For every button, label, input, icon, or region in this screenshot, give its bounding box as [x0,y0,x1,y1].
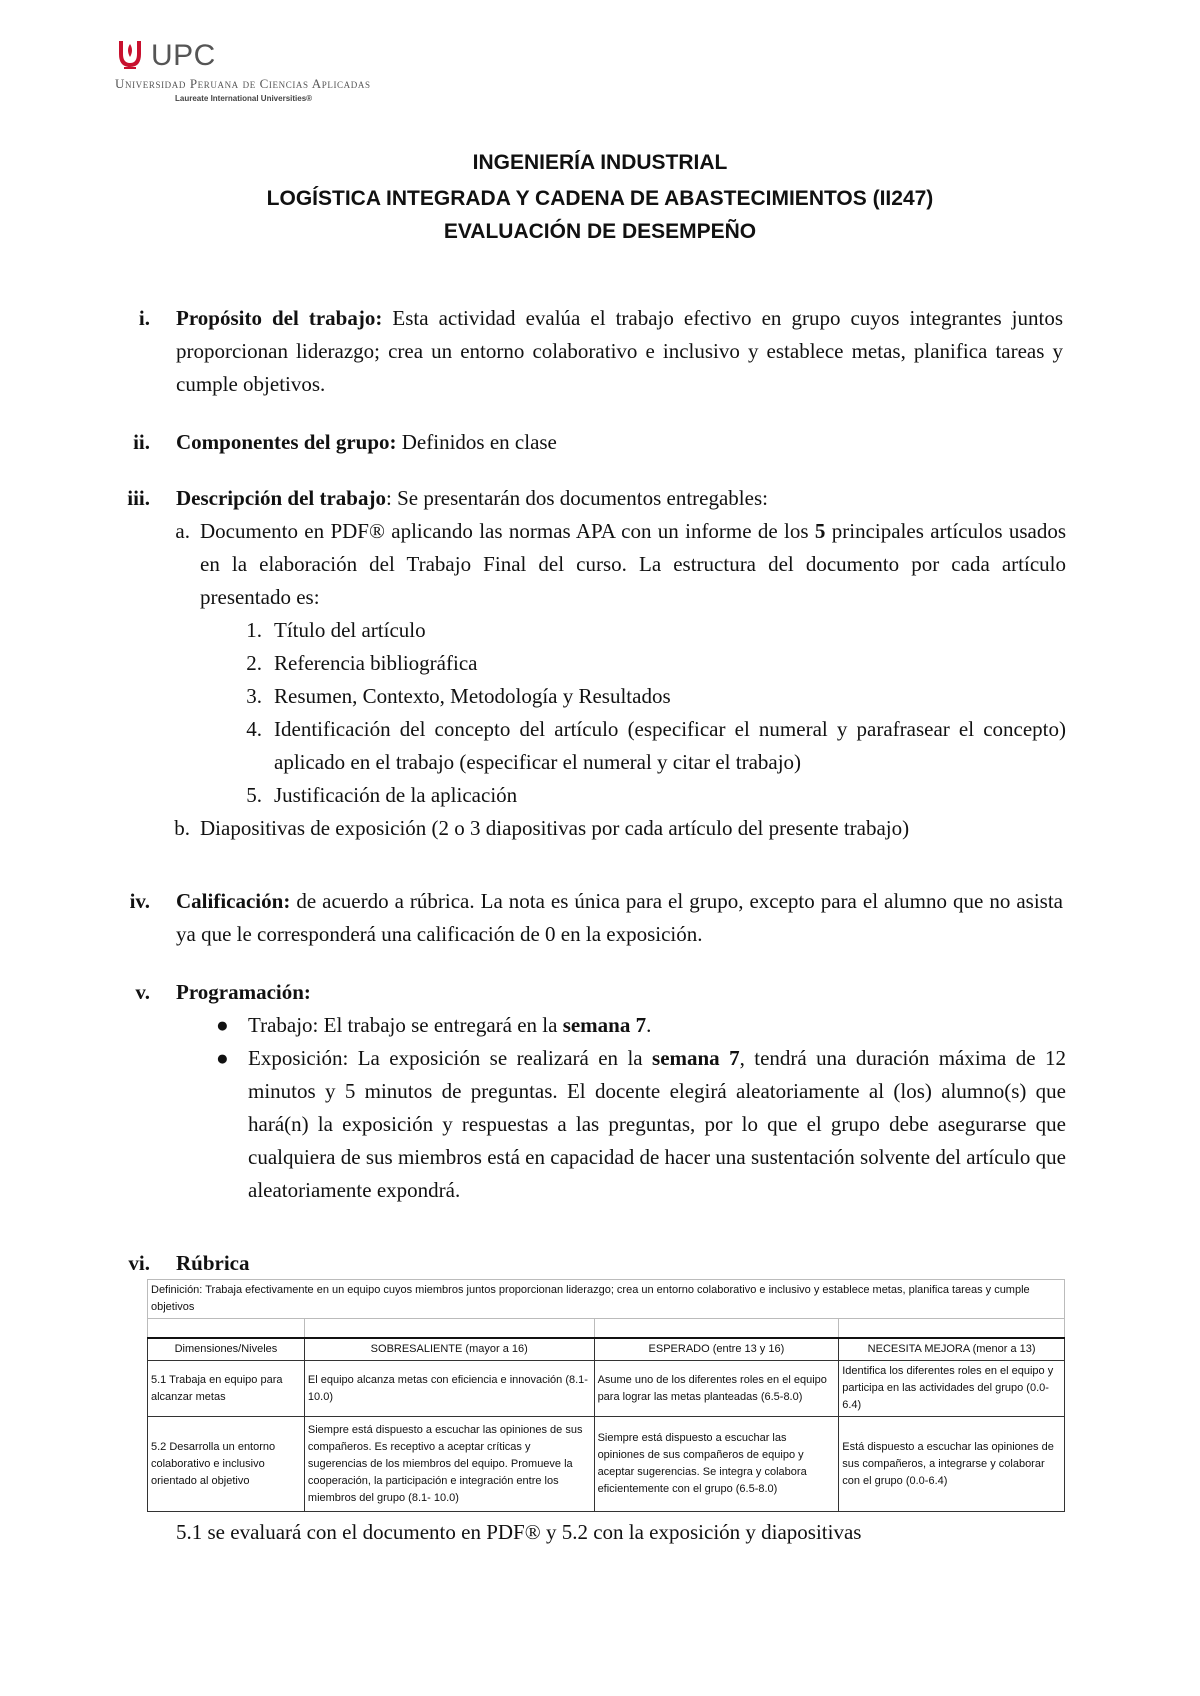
list-item [238,680,1066,713]
schedule-text-pre: Trabajo: El trabajo se entregará en la [248,1013,563,1037]
schedule-item-exposition [210,1042,1066,1207]
deliverable-a [156,515,1066,614]
schedule-week: semana 7 [562,1013,647,1037]
rubric-header-dimension: Dimensiones/Niveles [148,1338,305,1361]
logo-wordmark: UPC [151,39,216,72]
section-body [176,1247,1063,1280]
section-body [176,976,1063,1009]
deliverable-a-text-1: Documento en PDF® aplicando las normas APA con un informe de los [200,519,815,543]
rubric-definition-row [148,1280,1065,1319]
list-marker: a. [175,519,190,543]
rubric-definition: Definición: Trabaja efectivamente en un equipo cuyos miembros juntos proporcionan liderazgo; crea un entorno colaborativo e inclusivo y establece metas, planifica tareas y cumple objetivos [148,1280,1065,1319]
upc-emblem-icon [115,38,145,74]
bullet-icon: ● [216,1013,229,1037]
logo-university-name: Universidad Peruana de Ciencias Aplicadas [115,76,371,91]
section-text: Esta actividad evalúa el trabajo efectivo en grupo cuyos integrantes juntos proporcionan liderazgo; crea un entorno colaborativo e inclusivo y establece metas, planifica tareas y cumple objetivos. [176,306,1064,396]
header-career: INGENIERÍA INDUSTRIAL [472,151,728,174]
section-number: vi. [128,1251,150,1275]
rubric-outstanding: El equipo alcanza metas con eficiencia e innovación (8.1- 10.0) [304,1361,594,1417]
schedule-text-post: . [646,1013,652,1037]
rubric-header-outstanding: SOBRESALIENTE (mayor a 16) [304,1338,594,1361]
rubric-dimension: 5.1 Trabaja en equipo para alcanzar metas [148,1361,305,1417]
rubric-needs-improvement: Identifica los diferentes roles en el equipo y participa en las actividades del grupo (0.0-6.4) [839,1361,1065,1417]
section-body [176,426,1063,459]
rubric-table [147,1279,1065,1512]
rubric-header-needs-improvement: NECESITA MEJORA (menor a 13) [839,1338,1065,1361]
bullet-icon: ● [216,1046,229,1070]
rubric-expected: Asume uno de los diferentes roles en el equipo para lograr las metas planteadas (6.5-8.0) [594,1361,839,1417]
list-marker: 1. [246,618,262,642]
section-title: Programación: [176,980,311,1004]
section-number: iv. [129,889,150,913]
section-number: iii. [127,486,150,510]
header-evaluation: EVALUACIÓN DE DESEMPEÑO [443,220,757,243]
deliverable-a-text [200,515,1066,614]
list-item-text: Referencia bibliográfica [274,651,478,675]
deliverable-a-text-2: principales artículos usados en la elaboración del Trabajo Final del curso. La estructura del documento por cada artículo presentado es: [200,519,1067,609]
deliverable-b-text: Diapositivas de exposición (2 o 3 diapositivas por cada artículo del presente trabajo) [200,816,910,840]
schedule-item-text [248,1042,1066,1207]
schedule-text-post: , tendrá una duración máxima de 12 minutos y 5 minutos de preguntas. El docente elegirá aleatoriamente al (los) alumno(s) que hará(n) la exposición y respuestas a las preguntas, por lo que el grupo debe asegurarse que cualquiera de sus miembros está en capacidad de hacer una sustentación solvente del artículo que aleatoriamente expondrá. [248,1046,1066,1202]
schedule-item-text [248,1009,1066,1042]
list-marker: 5. [246,783,262,807]
deliverable-b [156,812,1066,845]
table-row [148,1361,1065,1417]
list-item-text: Título del artículo [274,618,426,642]
list-item [238,779,1066,812]
rubric-footnote: 5.1 se evaluará con el documento en PDF® y 5.2 con la exposición y diapositivas [176,1520,862,1544]
rubric-dimension: 5.2 Desarrolla un entorno colaborativo e inclusivo orientado al objetivo [148,1417,305,1512]
list-marker: 3. [246,684,262,708]
section-title: Componentes del grupo: [176,430,397,454]
schedule-item-work [210,1009,1066,1042]
section-title: Rúbrica [176,1251,250,1275]
rubric-outstanding: Siempre está dispuesto a escuchar las opiniones de sus compañeros. Es receptivo a aceptar críticas y sugerencias de los miembros del equipo. Promueve la cooperación, la participación e integración entre los miembros del grupo (8.1- 10.0) [304,1417,594,1512]
header-course: LOGÍSTICA INTEGRADA Y CADENA DE ABASTECIMIENTOS (II247) [266,187,934,210]
university-logo [115,38,375,103]
section-text: de acuerdo a rúbrica. La nota es única para el grupo, excepto para el alumno que no asista ya que le corresponderá una calificación de 0 en la exposición. [176,889,1063,946]
rubric-header-expected: ESPERADO (entre 13 y 16) [594,1338,839,1361]
section-text: : Se presentarán dos documentos entregables: [385,486,768,510]
section-number: ii. [133,430,150,454]
rubric-header-row [148,1338,1065,1361]
list-item [238,614,1066,647]
list-item-text: Resumen, Contexto, Metodología y Resultados [274,684,671,708]
table-row [148,1417,1065,1512]
list-item-text: Justificación de la aplicación [274,783,518,807]
section-title: Descripción del trabajo [176,486,386,510]
section-body [176,482,1063,515]
schedule-week: semana 7 [652,1046,740,1070]
list-marker: 4. [246,717,262,741]
section-body [176,885,1063,951]
section-number: v. [135,980,150,1004]
section-text: Definidos en clase [396,430,557,454]
section-title: Propósito del trabajo: [176,306,383,330]
list-marker: 2. [246,651,262,675]
list-marker: b. [174,816,190,840]
list-item [238,647,1066,680]
list-item [238,713,1066,779]
section-number: i. [138,306,150,330]
logo-network: Laureate International Universities® [175,94,313,103]
rubric-spacer-row [148,1319,1065,1339]
section-title: Calificación: [176,889,291,913]
deliverable-a-count: 5 [814,519,826,543]
rubric-expected: Siempre está dispuesto a escuchar las opiniones de sus compañeros de equipo y aceptar sugerencias. Se integra y colabora eficientemente con el grupo (6.5-8.0) [594,1417,839,1512]
rubric-needs-improvement: Está dispuesto a escuchar las opiniones de sus compañeros, a integrarse y colaborar con el grupo (0.0-6.4) [839,1417,1065,1512]
schedule-text-pre: Exposición: La exposición se realizará en la [248,1046,653,1070]
list-item-text: Identificación del concepto del artículo (especificar el numeral y parafrasear el concepto) aplicado en el trabajo (especificar el numeral y citar el trabajo) [274,717,1066,774]
section-body [176,302,1063,401]
